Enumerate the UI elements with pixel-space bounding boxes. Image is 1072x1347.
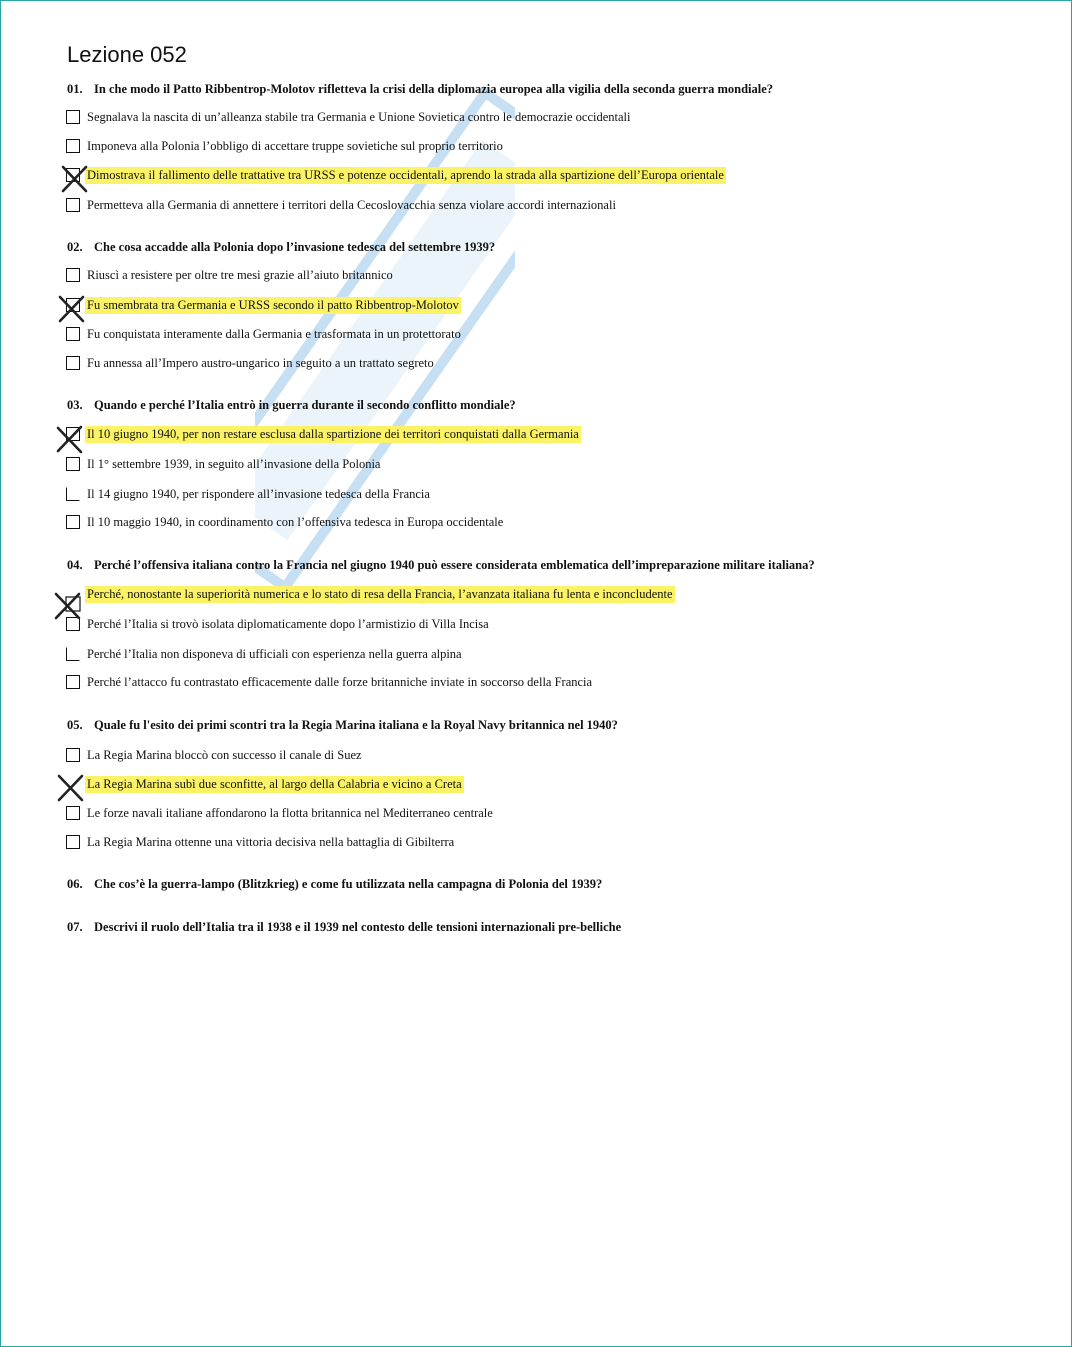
question-text: Che cos’è la guerra-lampo (Blitzkrieg) e come fu utilizzata nella campagna di Polonia del 1939?: [94, 877, 603, 891]
answer-option[interactable]: [66, 325, 463, 343]
question-text: Descrivi il ruolo dell’Italia tra il 1938 e il 1939 nel contesto delle tensioni internazionali pre-belliche: [94, 920, 622, 934]
answer-option[interactable]: [66, 645, 464, 663]
option-text: Perché l’attacco fu contrastato efficacemente dalle forze britanniche inviate in soccorso della Francia: [87, 674, 593, 689]
checkbox[interactable]: [66, 647, 80, 661]
question-05: [67, 718, 618, 733]
option-text: Il 1° settembre 1939, in seguito all’invasione della Polonia: [87, 456, 381, 471]
answer-option[interactable]: [66, 108, 633, 126]
question-number: 01.: [67, 82, 83, 96]
question-text: Quale fu l'esito dei primi scontri tra la Regia Marina italiana e la Royal Navy britannica nel 1940?: [94, 718, 618, 732]
option-text: Perché l’Italia non disponeva di ufficiali con esperienza nella guerra alpina: [87, 646, 462, 661]
checkbox[interactable]: [66, 457, 80, 471]
option-text: Fu conquistata interamente dalla Germania e trasformata in un protettorato: [87, 326, 461, 341]
option-text: Il 10 maggio 1940, in coordinamento con l’offensiva tedesca in Europa occidentale: [87, 514, 504, 529]
question-text: Quando e perché l’Italia entrò in guerra durante il secondo conflitto mondiale?: [94, 398, 516, 412]
option-text: Riuscì a resistere per oltre tre mesi grazie all’aiuto britannico: [87, 267, 393, 282]
option-text: Perché, nonostante la superiorità numerica e lo stato di resa della Francia, l’avanzata italiana fu lenta e inconcludente: [87, 586, 673, 601]
option-text: Segnalava la nascita di un’alleanza stabile tra Germania e Unione Sovietica contro le democrazie occidentali: [87, 109, 631, 124]
question-text: Che cosa accadde alla Polonia dopo l’invasione tedesca del settembre 1939?: [94, 240, 496, 254]
answer-option[interactable]: [66, 615, 491, 633]
option-text: Le forze navali italiane affondarono la flotta britannica nel Mediterraneo centrale: [87, 805, 493, 820]
checkbox[interactable]: [66, 198, 80, 212]
answer-option[interactable]: [66, 485, 432, 503]
checkbox[interactable]: [66, 515, 80, 529]
option-text: Permetteva alla Germania di annettere i territori della Cecoslovacchia senza violare accordi internazionali: [87, 197, 616, 212]
answer-option-selected[interactable]: [66, 585, 675, 603]
answer-option[interactable]: [66, 455, 382, 473]
answer-option[interactable]: [66, 354, 436, 372]
question-text: Perché l’offensiva italiana contro la Francia nel giugno 1940 può essere considerata emblematica dell’impreparazione militare italiana?: [94, 558, 815, 572]
question-06: [67, 877, 602, 892]
checkbox[interactable]: [66, 268, 80, 282]
question-01: [67, 82, 773, 97]
question-02: [67, 240, 495, 255]
answer-option[interactable]: [66, 196, 618, 214]
option-text: La Regia Marina subì due sconfitte, al largo della Calabria e vicino a Creta: [87, 776, 462, 791]
question-04: [67, 558, 815, 573]
option-text: La Regia Marina ottenne una vittoria decisiva nella battaglia di Gibilterra: [87, 834, 455, 849]
answer-option[interactable]: [66, 137, 505, 155]
question-number: 04.: [67, 558, 83, 572]
checkbox[interactable]: [66, 356, 80, 370]
checkbox[interactable]: [66, 835, 80, 849]
option-text: Il 14 giugno 1940, per rispondere all’invasione tedesca della Francia: [87, 486, 430, 501]
question-number: 06.: [67, 877, 83, 891]
option-text: Fu annessa all’Impero austro-ungarico in seguito a un trattato segreto: [87, 355, 434, 370]
option-text: Dimostrava il fallimento delle trattative tra URSS e potenze occidentali, aprendo la strada alla spartizione dell’Europa orientale: [87, 167, 724, 182]
checkbox[interactable]: [66, 327, 80, 341]
option-text: Il 10 giugno 1940, per non restare esclusa dalla spartizione dei territori conquistati dalla Germania: [87, 426, 579, 441]
answer-option[interactable]: [66, 266, 395, 284]
answer-option-selected[interactable]: [66, 296, 461, 314]
question-number: 03.: [67, 398, 83, 412]
question-03: [67, 398, 516, 413]
checkbox[interactable]: [66, 675, 80, 689]
option-text: Imponeva alla Polonia l’obbligo di accettare truppe sovietiche sul proprio territorio: [87, 138, 503, 153]
checkbox[interactable]: [66, 617, 80, 631]
checkbox[interactable]: [66, 806, 80, 820]
answer-option[interactable]: [66, 513, 505, 531]
answer-option[interactable]: [66, 833, 456, 851]
page-title: Lezione 052: [67, 42, 187, 67]
answer-option[interactable]: [66, 673, 594, 691]
checkbox[interactable]: [66, 487, 80, 501]
question-text: In che modo il Patto Ribbentrop-Molotov rifletteva la crisi della diplomazia europea alla vigilia della seconda guerra mondiale?: [94, 82, 774, 96]
answer-option-selected[interactable]: [66, 166, 726, 184]
question-number: 07.: [67, 920, 83, 934]
checkbox[interactable]: [66, 139, 80, 153]
checkbox-checked[interactable]: [66, 427, 80, 441]
answer-option-selected[interactable]: [66, 425, 581, 443]
answer-option-selected[interactable]: [66, 775, 464, 793]
checkbox-checked[interactable]: [66, 168, 80, 182]
question-07: [67, 920, 621, 935]
question-number: 05.: [67, 718, 83, 732]
checkbox[interactable]: [66, 748, 80, 762]
answer-option[interactable]: [66, 746, 364, 764]
checkbox-checked[interactable]: [66, 298, 80, 312]
option-text: Fu smembrata tra Germania e URSS secondo il patto Ribbentrop-Molotov: [87, 297, 459, 312]
checkbox[interactable]: [66, 110, 80, 124]
option-text: Perché l’Italia si trovò isolata diplomaticamente dopo l’armistizio di Villa Incisa: [87, 616, 489, 631]
option-text: La Regia Marina bloccò con successo il canale di Suez: [87, 747, 362, 762]
question-number: 02.: [67, 240, 83, 254]
answer-option[interactable]: [66, 804, 495, 822]
